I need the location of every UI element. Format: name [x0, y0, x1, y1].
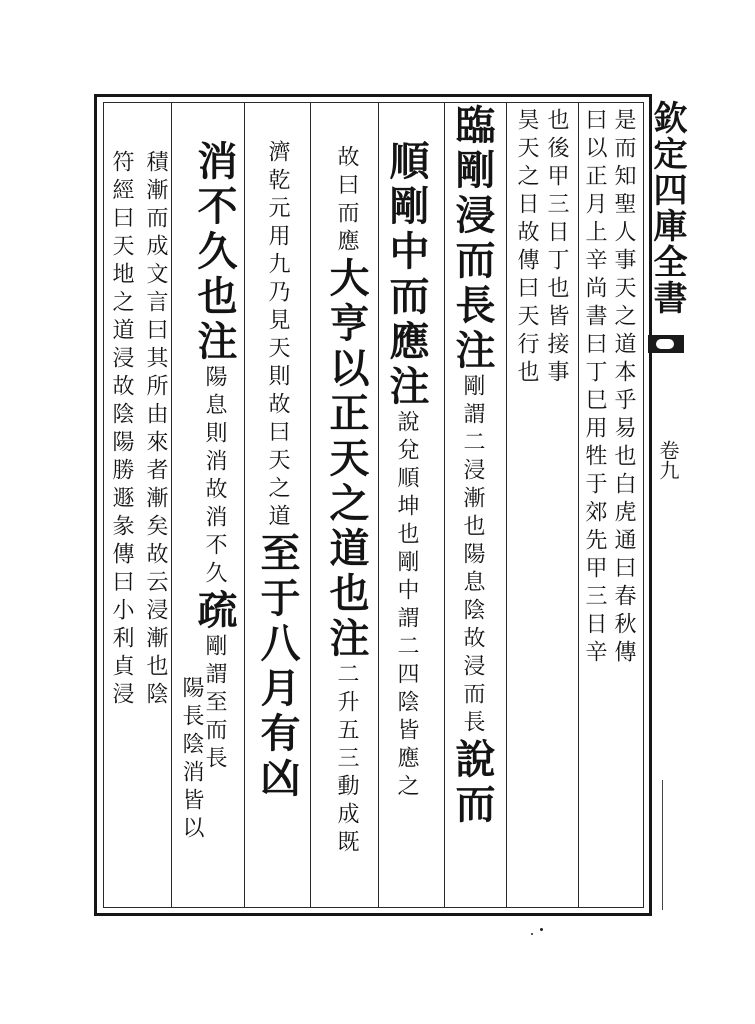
commentary-text: 符經曰天地之道浸故陰陽勝遯彖傳曰小利貞浸: [109, 150, 134, 710]
commentary-text: 二升五三動成既: [334, 662, 359, 858]
margin-book-title: 欽定四庫全書: [647, 100, 687, 316]
note-marker: 注: [323, 617, 370, 662]
fish-tail-mark-icon: [648, 335, 684, 353]
column-rule: [378, 103, 379, 908]
commentary-marker: 疏: [191, 589, 238, 634]
text-column-6: [383, 140, 430, 802]
column-rule: [244, 103, 245, 908]
commentary-text: 剛謂二浸漸也陽息陰故浸而長: [460, 374, 485, 738]
commentary-text: 說兌順坤也剛中謂二四陰皆應之: [394, 410, 419, 802]
text-column-5: [449, 104, 496, 828]
text-column-12: [110, 150, 132, 710]
text-column-11: [144, 150, 166, 710]
main-text: 順剛中而應: [383, 140, 430, 365]
margin-rule: [662, 780, 663, 910]
main-text: 消不久也: [191, 140, 238, 320]
main-text: 說而: [449, 738, 496, 828]
ink-speck: [531, 933, 533, 935]
commentary-text: 積漸而成文言曰其所由來者漸矣故云浸漸也陰: [143, 150, 168, 710]
note-marker: 注: [191, 320, 238, 365]
column-rule: [171, 103, 172, 908]
commentary-text: 陽長陰消皆以: [179, 676, 204, 844]
main-text: 大亨以正天之道也: [323, 257, 370, 617]
column-rule: [444, 103, 445, 908]
text-column-1: [612, 108, 634, 668]
commentary-text: 陽息則消故消不久: [202, 365, 227, 589]
commentary-text: 濟乾元用九乃見天則故曰天之道: [265, 140, 290, 532]
commentary-text: 也後甲三日丁也皆接事: [544, 108, 569, 388]
column-rule: [578, 103, 579, 908]
commentary-text: 曰以正月上辛尚書曰丁巳用牲于郊先甲三日辛: [582, 108, 607, 668]
note-marker: 注: [449, 329, 496, 374]
text-column-10: [180, 676, 202, 844]
text-column-3: [545, 108, 567, 388]
margin-volume-label: 卷九: [656, 440, 680, 480]
main-text: 臨剛浸而長: [449, 104, 496, 329]
column-rule: [506, 103, 507, 908]
text-column-7: [323, 145, 370, 858]
commentary-text: 昊天之日故傳曰天行也: [514, 108, 539, 388]
main-text: 至于八月有凶: [254, 532, 301, 802]
text-column-8: [254, 140, 301, 802]
text-column-4: [515, 108, 537, 388]
commentary-text: 故曰而應: [334, 145, 359, 257]
commentary-text: 是而知聖人事天之道本乎易也白虎通曰春秋傳: [611, 108, 636, 668]
column-rule: [310, 103, 311, 908]
text-column-2: [583, 108, 605, 668]
commentary-text: 剛謂至而長: [202, 634, 227, 774]
note-marker: 注: [383, 365, 430, 410]
ink-speck: [540, 928, 543, 931]
